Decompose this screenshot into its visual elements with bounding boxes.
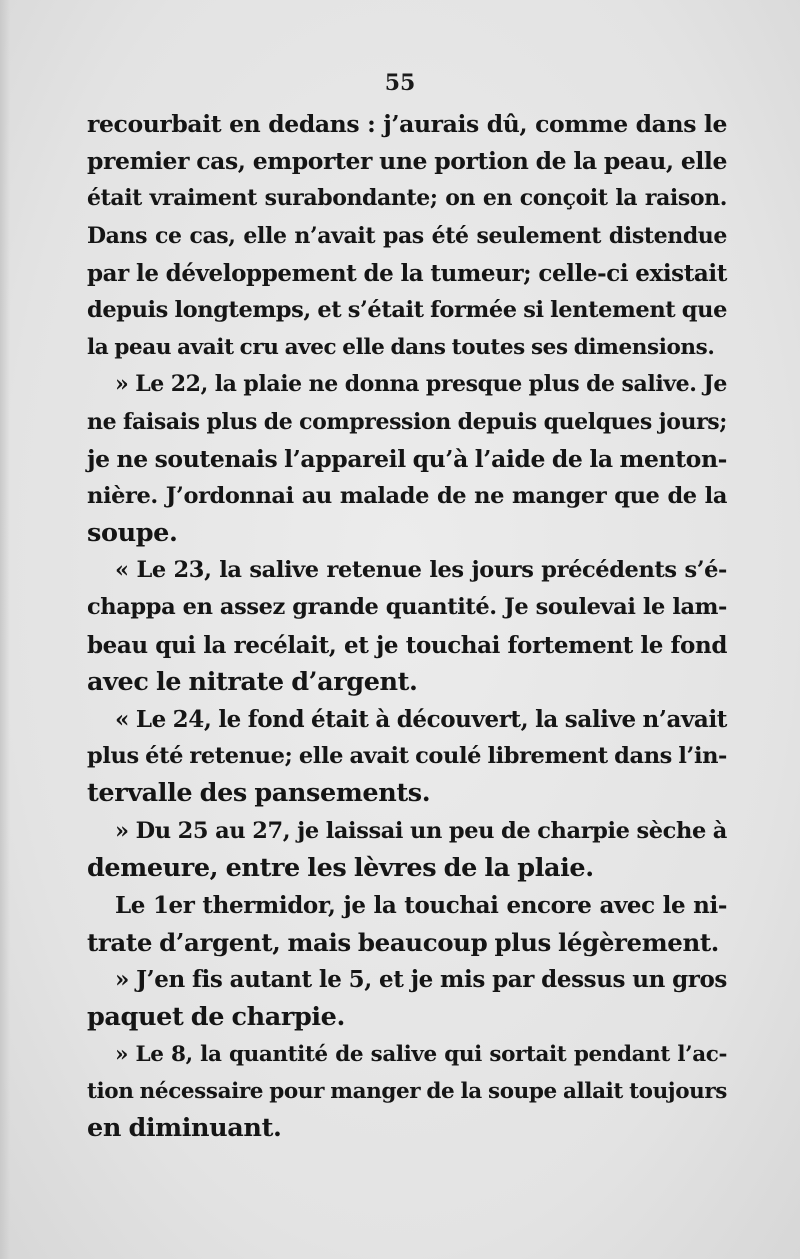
body-text	[87, 106, 727, 1147]
text-line: en diminuant.	[87, 1113, 282, 1144]
text-line: tion nécessaire pour manger de la soupe allait toujours	[87, 1078, 727, 1104]
text-line: premier cas, emporter une portion de la peau, elle	[87, 147, 727, 176]
text-line: trate d’argent, mais beaucoup plus légèrement.	[87, 928, 719, 958]
text-line: chappa en assez grande quantité. Je soulevai le lam-	[87, 594, 727, 621]
text-line: Le 1er thermidor, je la touchai encore avec le ni-	[115, 891, 727, 919]
text-line: avec le nitrate d’argent.	[87, 666, 418, 697]
text-line: » Le 22, la plaie ne donna presque plus de salive. Je	[115, 371, 727, 398]
text-line: était vraiment surabondante; on en conçoit la raison.	[87, 185, 727, 212]
text-line: « Le 23, la salive retenue les jours précédents s’é-	[115, 557, 727, 584]
text-line: ne faisais plus de compression depuis quelques jours;	[87, 408, 727, 435]
text-line: par le développement de la tumeur; celle-ci existait	[87, 259, 727, 287]
text-line: la peau avait cru avec elle dans toutes ses dimensions.	[87, 335, 715, 361]
text-line: « Le 24, le fond était à découvert, la salive n’avait	[115, 706, 727, 733]
text-line: nière. J’ordonnai au malade de ne manger que de la	[87, 482, 727, 509]
text-line: » Du 25 au 27, je laissai un peu de charpie sèche à	[115, 817, 727, 844]
text-line: beau qui la recélait, et je touchai fortement le fond	[87, 631, 727, 659]
page-edge-shadow	[0, 0, 10, 1259]
text-line: plus été retenue; elle avait coulé librement dans l’in-	[87, 743, 727, 770]
text-line: tervalle des pansements.	[87, 778, 431, 809]
text-line: recourbait en dedans : j’aurais dû, comme dans le	[87, 110, 727, 138]
text-line: demeure, entre les lèvres de la plaie.	[87, 852, 594, 883]
text-line: soupe.	[87, 518, 178, 549]
text-line: » J’en fis autant le 5, et je mis par dessus un gros	[115, 966, 727, 994]
page-number: 55	[384, 70, 416, 96]
text-line: depuis longtemps, et s’était formée si lentement que	[87, 296, 727, 323]
text-line: paquet de charpie.	[87, 1001, 345, 1032]
text-line: » Le 8, la quantité de salive qui sortait pendant l’ac-	[115, 1041, 727, 1067]
text-line: je ne soutenais l’appareil qu’à l’aide de la menton-	[87, 444, 727, 473]
text-line: Dans ce cas, elle n’avait pas été seulement distendue	[87, 222, 727, 249]
